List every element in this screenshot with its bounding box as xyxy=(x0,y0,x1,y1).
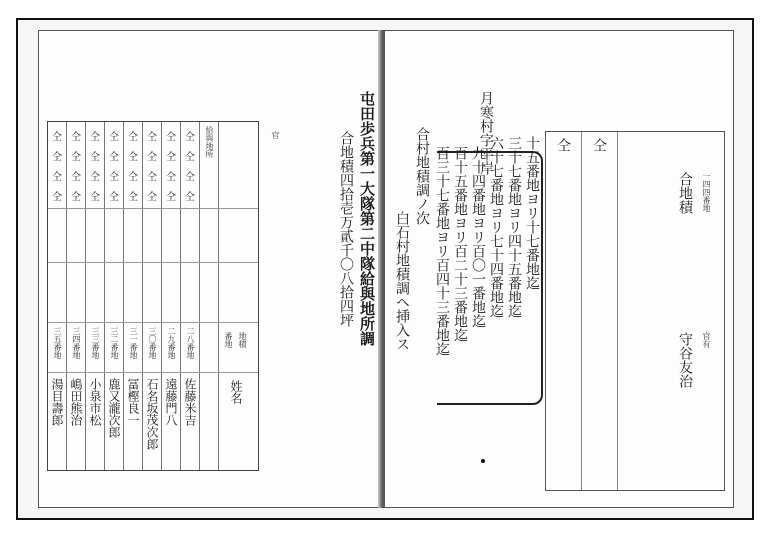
ditto-mark: 仝 xyxy=(185,132,195,143)
ledger-column xyxy=(219,122,260,470)
row-plot-number: 三四番地 xyxy=(72,327,81,359)
ditto-mark: 仝 xyxy=(128,152,138,163)
ditto-mark: 仝 xyxy=(147,152,157,163)
ledger-rule xyxy=(48,262,258,263)
row-owner-name: 鹿又瀧次郎 xyxy=(107,378,121,438)
ditto-mark: 仝 xyxy=(147,172,157,183)
ditto-mark: 仝 xyxy=(128,192,138,203)
ditto-mark: 仝 xyxy=(71,152,81,163)
table-column xyxy=(582,132,618,490)
table-plot-label: 一四四番地 xyxy=(702,172,711,212)
ditto-mark: 仝 xyxy=(52,152,62,163)
ditto-mark: 仝 xyxy=(591,138,607,152)
ditto-mark: 仝 xyxy=(52,172,62,183)
header-plot-number: 番地 xyxy=(224,332,233,348)
table-area-label: 合地積 xyxy=(677,172,693,214)
note-line: 合村地積調ノ次 xyxy=(414,127,430,225)
ledger-column xyxy=(200,122,219,470)
table-column xyxy=(618,132,726,490)
row-plot-number: 二八番地 xyxy=(186,327,195,359)
row-plot-number: 三二番地 xyxy=(110,327,119,359)
ditto-mark: 仝 xyxy=(71,132,81,143)
ditto-mark: 仝 xyxy=(166,152,176,163)
ditto-mark: 仝 xyxy=(166,192,176,203)
ditto-mark: 仝 xyxy=(128,132,138,143)
table-column xyxy=(546,132,582,490)
ditto-mark: 仝 xyxy=(90,172,100,183)
ditto-mark: 仝 xyxy=(185,172,195,183)
ditto-mark: 仝 xyxy=(71,172,81,183)
ledger-rule xyxy=(48,322,258,323)
ink-dot xyxy=(481,459,485,463)
row-owner-name: 湯目壽郎 xyxy=(50,378,64,426)
row-owner-name: 遠藤門八 xyxy=(164,378,178,426)
note-line: 白石村地積調ヘ挿入ス xyxy=(394,211,410,351)
plot-range-entry: 百十五番地ヨリ百二十三番地迄 xyxy=(452,146,468,342)
ditto-mark: 仝 xyxy=(185,192,195,203)
ditto-mark: 仝 xyxy=(90,192,100,203)
row-owner-name: 小泉市松 xyxy=(88,378,102,426)
ditto-mark: 仝 xyxy=(166,132,176,143)
row-plot-number: 二九番地 xyxy=(167,327,176,359)
ditto-mark: 仝 xyxy=(166,172,176,183)
ditto-mark: 仝 xyxy=(555,138,571,152)
ditto-mark: 仝 xyxy=(52,192,62,203)
row-plot-number: 三〇番地 xyxy=(148,327,157,359)
ditto-mark: 仝 xyxy=(109,192,119,203)
ditto-mark: 仝 xyxy=(109,152,119,163)
scan-frame xyxy=(16,18,754,520)
ditto-mark: 仝 xyxy=(71,192,81,203)
ditto-mark: 仝 xyxy=(90,152,100,163)
row-plot-number: 三三番地 xyxy=(91,327,100,359)
left-page xyxy=(38,30,382,508)
total-area-line: 合地積四拾壱万貳千〇八拾四坪 xyxy=(338,131,354,327)
row-owner-name: 佐藤米吉 xyxy=(183,378,197,426)
row-plot-number: 三五番地 xyxy=(53,327,62,359)
row-owner-name: 嶋田熊治 xyxy=(69,378,83,426)
ledger-rule xyxy=(48,372,258,373)
ditto-mark: 仝 xyxy=(128,172,138,183)
row-plot-number: 三一番地 xyxy=(129,327,138,359)
plot-range-entry: 十五番地ヨリ十七番地迄 xyxy=(524,136,540,290)
ditto-mark: 仝 xyxy=(185,152,195,163)
ditto-mark: 仝 xyxy=(90,132,100,143)
plot-range-entry: 九十四番地ヨリ百〇一番地迄 xyxy=(470,146,486,328)
owner-name: 守谷友治 xyxy=(677,332,693,388)
village-heading: 月寒村字平岸 xyxy=(478,91,494,175)
ledger-grid xyxy=(47,121,259,471)
right-page xyxy=(384,30,734,508)
small-annotation: 給與地所 xyxy=(205,126,214,158)
plot-range-entry: 百三十七番地ヨリ百四十三番地迄 xyxy=(434,146,450,356)
row-owner-name: 冨樫良一 xyxy=(126,378,140,426)
plot-range-entry: 六十七番地ヨリ七十四番地迄 xyxy=(488,136,504,318)
ditto-mark: 仝 xyxy=(109,132,119,143)
plot-range-entry: 三十七番地ヨリ四十五番地迄 xyxy=(506,136,522,318)
ditto-mark: 仝 xyxy=(109,172,119,183)
ditto-mark: 仝 xyxy=(147,192,157,203)
ledger-title: 屯田歩兵第一大隊第二中隊給與地所調 xyxy=(358,91,376,346)
ledger-rule xyxy=(48,208,258,209)
ditto-mark: 仝 xyxy=(52,132,62,143)
row-owner-name: 石名坂茂次郎 xyxy=(145,378,159,450)
summary-table xyxy=(545,131,725,491)
owner-role: 官有 xyxy=(702,332,711,348)
ditto-mark: 仝 xyxy=(147,132,157,143)
owner-status: 官 xyxy=(271,131,280,139)
header-name: 姓名 xyxy=(229,380,243,404)
header-area: 地積 xyxy=(238,332,247,348)
